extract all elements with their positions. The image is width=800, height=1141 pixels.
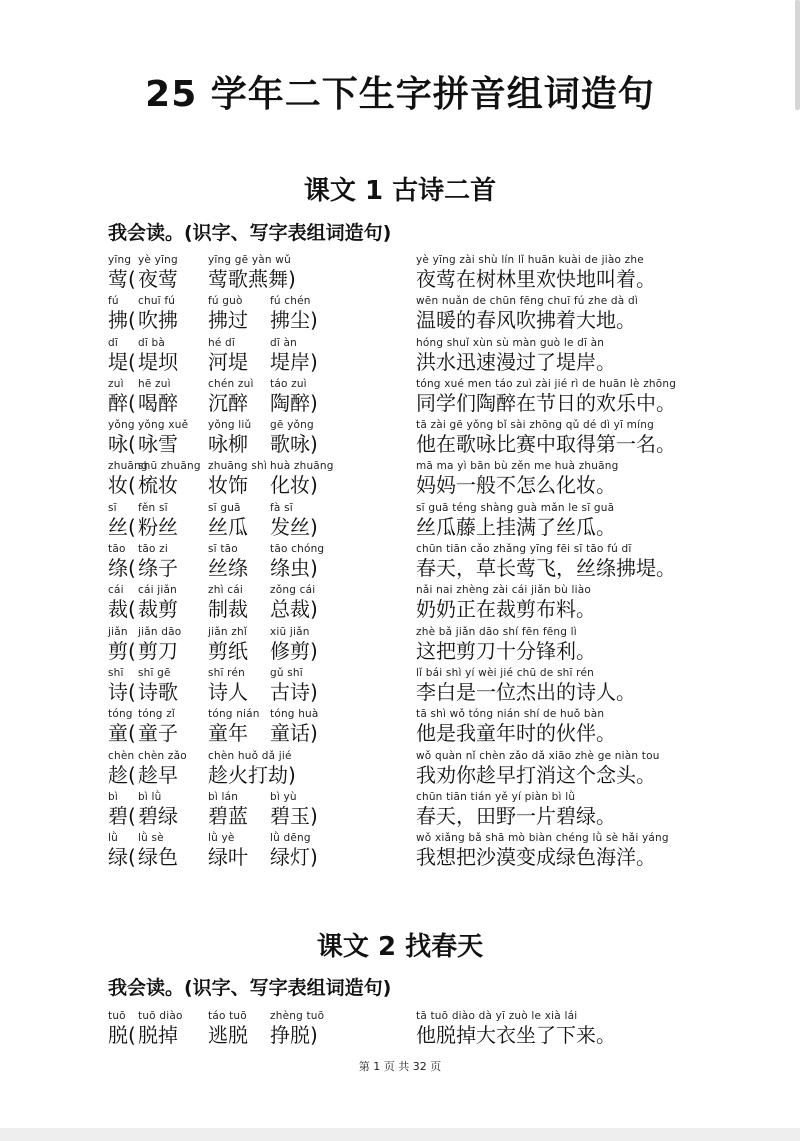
pinyin: táo zuì (270, 377, 307, 390)
word-cell (138, 832, 178, 869)
word-cell (208, 295, 248, 332)
word-cell (270, 543, 324, 580)
word-cell (208, 502, 248, 539)
character-cell (108, 791, 136, 828)
pinyin: yǒng xuě (138, 419, 189, 432)
pinyin: chèn huǒ dǎ jié (208, 749, 292, 762)
word-cell (208, 791, 248, 828)
pinyin: bì (108, 790, 118, 803)
character-cell (108, 667, 136, 704)
hanzi: 丝瓜 (208, 514, 248, 539)
hanzi: 剪刀 (138, 638, 178, 663)
vocab-row (0, 419, 800, 460)
hanzi: 古诗) (270, 679, 318, 704)
hanzi: 趁火打劫) (208, 762, 296, 787)
pinyin: cái jiǎn (138, 584, 177, 597)
pinyin: bì lǜ (138, 790, 162, 803)
pinyin: jiǎn (108, 625, 128, 638)
hanzi: 脱掉 (138, 1023, 178, 1047)
example-sentence (416, 1010, 616, 1047)
pinyin: zhuāng (108, 460, 148, 473)
example-sentence (416, 750, 660, 787)
pinyin: lǜ yè (208, 832, 235, 845)
pinyin: sī tāo (208, 543, 238, 556)
hanzi: 绿灯) (270, 845, 318, 870)
hanzi: 碧绿 (138, 803, 178, 828)
hanzi: 奶奶正在裁剪布料。 (416, 597, 596, 622)
pinyin: shī gē (138, 666, 171, 679)
pinyin: tāo zi (138, 543, 168, 556)
word-cell (138, 584, 178, 621)
word-cell (270, 502, 318, 539)
hanzi: 他是我童年时的伙伴。 (416, 721, 616, 746)
pinyin: wǒ quàn nǐ chèn zǎo dǎ xiāo zhè ge niàn tou (416, 749, 660, 762)
pinyin: fú chén (270, 295, 311, 308)
hanzi: 妈妈一般不怎么化妆。 (416, 473, 616, 498)
example-sentence (416, 419, 676, 456)
pinyin: jiǎn dāo (138, 625, 182, 638)
vocab-row (0, 254, 800, 295)
word-cell (138, 708, 178, 745)
hanzi: 发丝) (270, 514, 318, 539)
hanzi: 趁早 (138, 762, 178, 787)
example-sentence (416, 626, 596, 663)
hanzi: 绦虫) (270, 556, 318, 581)
character-cell (108, 254, 136, 291)
pinyin: bì yù (270, 790, 297, 803)
hanzi: 妆饰 (208, 473, 248, 498)
hanzi: 绦( (108, 556, 136, 581)
word-cell (138, 295, 178, 332)
vocab-row (0, 708, 800, 749)
hanzi: 河堤 (208, 349, 248, 374)
bottom-divider (0, 1128, 800, 1141)
pinyin: mā ma yì bān bù zěn me huà zhuāng (416, 460, 619, 473)
pinyin: tóng xué men táo zuì zài jié rì de huān lè zhōng (416, 377, 677, 390)
pinyin: tuō (108, 1010, 126, 1022)
word-cell (208, 378, 254, 415)
character-cell (108, 502, 136, 539)
hanzi: 逃脱 (208, 1023, 248, 1047)
pinyin: chūn tiān cǎo zhǎng yīng fēi sī tāo fú dī (416, 543, 632, 556)
pinyin: yīng (108, 254, 132, 266)
hanzi: 丝瓜藤上挂满了丝瓜。 (416, 514, 616, 539)
hanzi: 春天，草长莺飞，丝绦拂堤。 (416, 556, 676, 581)
character-cell (108, 378, 136, 415)
pinyin: tóng huà (270, 708, 319, 721)
hanzi: 拂尘) (270, 308, 318, 333)
example-sentence (416, 708, 616, 745)
hanzi: 裁( (108, 597, 136, 622)
hanzi: 绿( (108, 845, 136, 870)
hanzi: 莺( (108, 267, 136, 291)
character-cell (108, 750, 136, 787)
pinyin: huà zhuāng (270, 460, 334, 473)
lesson-2-title: 课文 2 找春天 (316, 932, 484, 962)
hanzi: 诗歌 (138, 679, 178, 704)
vocab-row (0, 543, 800, 584)
hanzi: 堤岸) (270, 349, 318, 374)
pinyin: dī bà (138, 336, 166, 349)
example-sentence (416, 502, 616, 539)
hanzi: 他在歌咏比赛中取得第一名。 (416, 432, 676, 457)
pinyin: bì lán (208, 790, 239, 803)
hanzi: 洪水迅速漫过了堤岸。 (416, 349, 616, 374)
hanzi: 拂过 (208, 308, 248, 333)
hanzi: 童年 (208, 721, 248, 746)
character-cell (108, 832, 136, 869)
word-cell (208, 832, 248, 869)
word-cell (270, 419, 318, 456)
hanzi: 绿叶 (208, 845, 248, 870)
word-cell (138, 1010, 183, 1047)
pinyin: tāo chóng (270, 543, 325, 556)
hanzi: 堤( (108, 349, 136, 374)
pinyin: hé dī (208, 336, 236, 349)
pinyin: fà sī (270, 501, 293, 514)
pinyin: zǒng cái (270, 584, 316, 597)
hanzi: 脱( (108, 1023, 136, 1047)
word-cell (138, 543, 178, 580)
example-sentence (416, 337, 616, 374)
pinyin: wēn nuǎn de chūn fēng chuī fú zhe dà dì (416, 295, 638, 308)
word-cell (208, 337, 248, 374)
pinyin: tāo (108, 543, 126, 556)
character-cell (108, 708, 136, 745)
lesson-2-rows (0, 1010, 800, 1051)
pinyin: shū zhuāng (138, 460, 201, 473)
hanzi: 夜莺在树林里欢快地叫着。 (416, 267, 656, 291)
hanzi: 咏柳 (208, 432, 248, 457)
hanzi: 绿色 (138, 845, 178, 870)
word-cell (208, 626, 248, 663)
lesson-1-rows (0, 254, 800, 873)
hanzi: 吹拂 (138, 308, 178, 333)
hanzi: 绦子 (138, 556, 178, 581)
pinyin: tā zài gē yǒng bǐ sài zhōng qǔ dé dì yī míng (416, 419, 654, 432)
word-cell (270, 626, 318, 663)
hanzi: 醉( (108, 390, 136, 415)
character-cell (108, 295, 136, 332)
word-cell (270, 337, 318, 374)
hanzi: 拂( (108, 308, 136, 333)
hanzi: 童子 (138, 721, 178, 746)
pinyin: tā tuō diào dà yī zuò le xià lái (416, 1010, 578, 1022)
hanzi: 剪( (108, 638, 136, 663)
example-sentence (416, 832, 669, 869)
example-sentence (416, 584, 596, 621)
hanzi: 童( (108, 721, 136, 746)
vocab-row (0, 295, 800, 336)
vocab-row (0, 667, 800, 708)
pinyin: cái (108, 584, 124, 597)
vocab-row (0, 502, 800, 543)
pinyin: jiǎn zhǐ (208, 625, 247, 638)
word-cell (138, 337, 178, 374)
pinyin: chèn zǎo (138, 749, 187, 762)
word-cell (208, 667, 248, 704)
pinyin: lǐ bái shì yí wèi jié chū de shī rén (416, 666, 594, 679)
hanzi: 制裁 (208, 597, 248, 622)
example-sentence (416, 378, 676, 415)
hanzi: 李白是一位杰出的诗人。 (416, 679, 636, 704)
vocab-row (0, 378, 800, 419)
hanzi: 咏( (108, 432, 136, 457)
hanzi: 堤坝 (138, 349, 178, 374)
example-sentence (416, 791, 616, 828)
pinyin: shī rén (208, 666, 245, 679)
hanzi: 我劝你趁早打消这个念头。 (416, 762, 656, 787)
hanzi: 诗人 (208, 679, 248, 704)
pinyin: dī àn (270, 336, 298, 349)
character-cell (108, 626, 136, 663)
vocab-row (0, 750, 800, 791)
pinyin: fěn sī (138, 501, 168, 514)
example-sentence (416, 543, 676, 580)
word-cell (138, 667, 178, 704)
vocab-row (0, 584, 800, 625)
word-cell (208, 543, 248, 580)
hanzi: 碧( (108, 803, 136, 828)
lesson-2-intro: 我会读。(识字、写字表组词造句) (108, 977, 392, 999)
hanzi: 裁剪 (138, 597, 178, 622)
hanzi: 咏雪 (138, 432, 178, 457)
vocab-row (0, 832, 800, 873)
word-cell (208, 708, 260, 745)
hanzi: 陶醉) (270, 390, 318, 415)
word-cell (270, 832, 318, 869)
pinyin: fú guò (208, 295, 243, 308)
pinyin: hóng shuǐ xùn sù màn guò le dī àn (416, 336, 605, 349)
pinyin: wǒ xiǎng bǎ shā mò biàn chéng lǜ sè hǎi yáng (416, 832, 669, 845)
hanzi: 童话) (270, 721, 318, 746)
pinyin: zhuāng shì (208, 460, 267, 473)
lesson-1-intro: 我会读。(识字、写字表组词造句) (108, 222, 392, 244)
character-cell (108, 543, 136, 580)
hanzi: 总裁) (270, 597, 318, 622)
pinyin: lǜ (108, 832, 118, 845)
vocab-row (0, 337, 800, 378)
hanzi: 化妆) (270, 473, 318, 498)
pinyin: tóng zǐ (138, 708, 176, 721)
pinyin: tā shì wǒ tóng nián shí de huǒ bàn (416, 708, 605, 721)
pinyin: yīng gē yàn wǔ (208, 254, 291, 266)
pinyin: lǜ sè (138, 832, 164, 845)
word-cell (138, 419, 188, 456)
pinyin: zhì cái (208, 584, 243, 597)
pinyin: shī (108, 666, 124, 679)
word-cell (270, 584, 318, 621)
hanzi: 同学们陶醉在节日的欢乐中。 (416, 390, 676, 415)
pinyin: xiū jiǎn (270, 625, 310, 638)
hanzi: 他脱掉大衣坐了下来。 (416, 1023, 616, 1047)
example-sentence (416, 460, 618, 497)
pinyin: yè yīng zài shù lín lǐ huān kuài de jiào zhe (416, 254, 644, 266)
hanzi: 喝醉 (138, 390, 178, 415)
word-cell (138, 254, 178, 291)
pinyin: gǔ shī (270, 666, 303, 679)
hanzi: 诗( (108, 679, 136, 704)
word-cell (138, 626, 181, 663)
character-cell (108, 1010, 136, 1047)
word-cell (270, 1010, 324, 1047)
pinyin: zhè bǎ jiǎn dāo shí fēn fēng lì (416, 625, 577, 638)
document-title: 25 学年二下生字拼音组词造句 (145, 74, 655, 115)
word-cell (208, 584, 248, 621)
hanzi: 春天，田野一片碧绿。 (416, 803, 616, 828)
pinyin: lǜ dēng (270, 832, 311, 845)
word-cell (208, 1010, 248, 1047)
pinyin: zuì (108, 377, 124, 390)
pinyin: yè yīng (138, 254, 178, 266)
pinyin: chūn tiān tián yě yí piàn bì lǜ (416, 790, 576, 803)
hanzi: 碧玉) (270, 803, 318, 828)
pinyin: chén zuì (208, 377, 254, 390)
word-cell (208, 254, 296, 291)
hanzi: 我想把沙漠变成绿色海洋。 (416, 845, 656, 870)
pinyin: sī (108, 501, 117, 514)
word-cell (138, 791, 178, 828)
word-cell (208, 460, 267, 497)
hanzi: 丝绦 (208, 556, 248, 581)
word-cell (138, 460, 201, 497)
example-sentence (416, 295, 638, 332)
lesson-1-title: 课文 1 古诗二首 (303, 176, 497, 206)
hanzi: 梳妆 (138, 473, 178, 498)
hanzi: 妆( (108, 473, 136, 498)
pinyin: zhèng tuō (270, 1010, 325, 1022)
pinyin: sī guā (208, 501, 241, 514)
pinyin: chuī fú (138, 295, 176, 308)
word-cell (138, 502, 178, 539)
example-sentence (416, 667, 636, 704)
hanzi: 碧蓝 (208, 803, 248, 828)
word-cell (208, 750, 296, 787)
pinyin: nǎi nai zhèng zài cái jiǎn bù liào (416, 584, 592, 597)
character-cell (108, 337, 136, 374)
pinyin: yǒng (108, 419, 135, 432)
hanzi: 沉醉 (208, 390, 248, 415)
hanzi: 歌咏) (270, 432, 318, 457)
hanzi: 温暖的春风吹拂着大地。 (416, 308, 636, 333)
pinyin: fú (108, 295, 119, 308)
character-cell (108, 584, 136, 621)
word-cell (208, 419, 251, 456)
pinyin: tuō diào (138, 1010, 183, 1022)
pinyin: yǒng liǔ (208, 419, 252, 432)
word-cell (138, 378, 178, 415)
pinyin: hē zuì (138, 377, 171, 390)
hanzi: 粉丝 (138, 514, 178, 539)
character-cell (108, 419, 136, 456)
pinyin: dī (108, 336, 118, 349)
pinyin: tóng nián (208, 708, 260, 721)
word-cell (270, 295, 318, 332)
hanzi: 这把剪刀十分锋利。 (416, 638, 596, 663)
word-cell (270, 667, 318, 704)
pinyin: táo tuō (208, 1010, 247, 1022)
hanzi: 剪纸 (208, 638, 248, 663)
word-cell (270, 460, 334, 497)
hanzi: 莺歌燕舞) (208, 267, 296, 291)
vocab-row (0, 1010, 800, 1051)
pinyin: gē yǒng (270, 419, 314, 432)
pinyin: tóng (108, 708, 133, 721)
vocab-row (0, 460, 800, 501)
pinyin: chèn (108, 749, 135, 762)
vocab-row (0, 791, 800, 832)
word-cell (270, 708, 319, 745)
hanzi: 挣脱) (270, 1023, 318, 1047)
word-cell (270, 791, 318, 828)
hanzi: 夜莺 (138, 267, 178, 291)
pinyin: sī guā téng shàng guà mǎn le sī guā (416, 501, 615, 514)
hanzi: 趁( (108, 762, 136, 787)
vocab-row (0, 626, 800, 667)
hanzi: 修剪) (270, 638, 318, 663)
page-footer: 第 1 页 共 32 页 (358, 1060, 442, 1073)
hanzi: 丝( (108, 514, 136, 539)
word-cell (270, 378, 318, 415)
word-cell (138, 750, 187, 787)
example-sentence (416, 254, 656, 291)
